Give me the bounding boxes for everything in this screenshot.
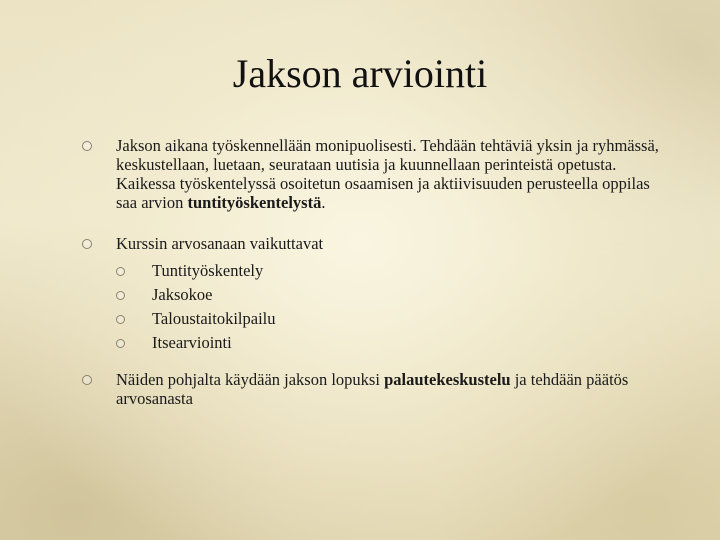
sub-item-label: Jaksokoe xyxy=(152,285,213,304)
bullet-3-text-main: Näiden pohjalta käydään jakson lopuksi xyxy=(116,370,385,389)
sub-bullet-circle-icon xyxy=(116,267,125,276)
bullet-item-2 xyxy=(80,234,660,352)
bullet-1-text-main: Jakson aikana työskennellään monipuolisesti. Tehdään tehtäviä yksin ja ryhmässä, keskustellaan, luetaan, seurataan uutisia ja kuunnellaan perinteistä opetusta. Kaikessa työskentelyssä osoitetun osaamisen ja aktiivisuuden perusteella oppilas saa arvion xyxy=(116,136,659,212)
bullet-3-text-bold: palautekeskustelu xyxy=(384,370,511,389)
bullet-circle-icon xyxy=(82,141,92,151)
sub-item-label: Itsearviointi xyxy=(152,333,232,352)
sub-item-label: Taloustaitokilpailu xyxy=(152,309,276,328)
bullet-2-text: Kurssin arvosanaan vaikuttavat xyxy=(116,234,324,253)
sub-item-jaksokoe xyxy=(116,285,660,304)
sub-bullet-circle-icon xyxy=(116,315,125,324)
sub-bullet-circle-icon xyxy=(116,291,125,300)
bullet-circle-icon xyxy=(82,375,92,385)
bullet-1-text-end: . xyxy=(321,193,326,212)
bullet-item-3 xyxy=(80,370,660,408)
slide-body xyxy=(80,136,660,430)
sub-list xyxy=(116,261,660,352)
slide-title: Jakson arviointi xyxy=(232,51,488,96)
sub-item-taloustaitokilpailu xyxy=(116,309,660,328)
bullet-1-text xyxy=(116,136,659,212)
bullet-item-1 xyxy=(80,136,660,212)
bullet-circle-icon xyxy=(82,239,92,249)
sub-item-itsearviointi xyxy=(116,333,660,352)
sub-bullet-circle-icon xyxy=(116,339,125,348)
bullet-3-text xyxy=(116,370,628,408)
sub-item-label: Tuntityöskentely xyxy=(152,261,264,280)
bullet-1-text-bold: tuntityöskentelystä xyxy=(187,193,322,212)
sub-item-tuntityoskentely xyxy=(116,261,660,280)
bullet-3-text-end: ja tehdään päätös arvosanasta xyxy=(116,370,629,408)
